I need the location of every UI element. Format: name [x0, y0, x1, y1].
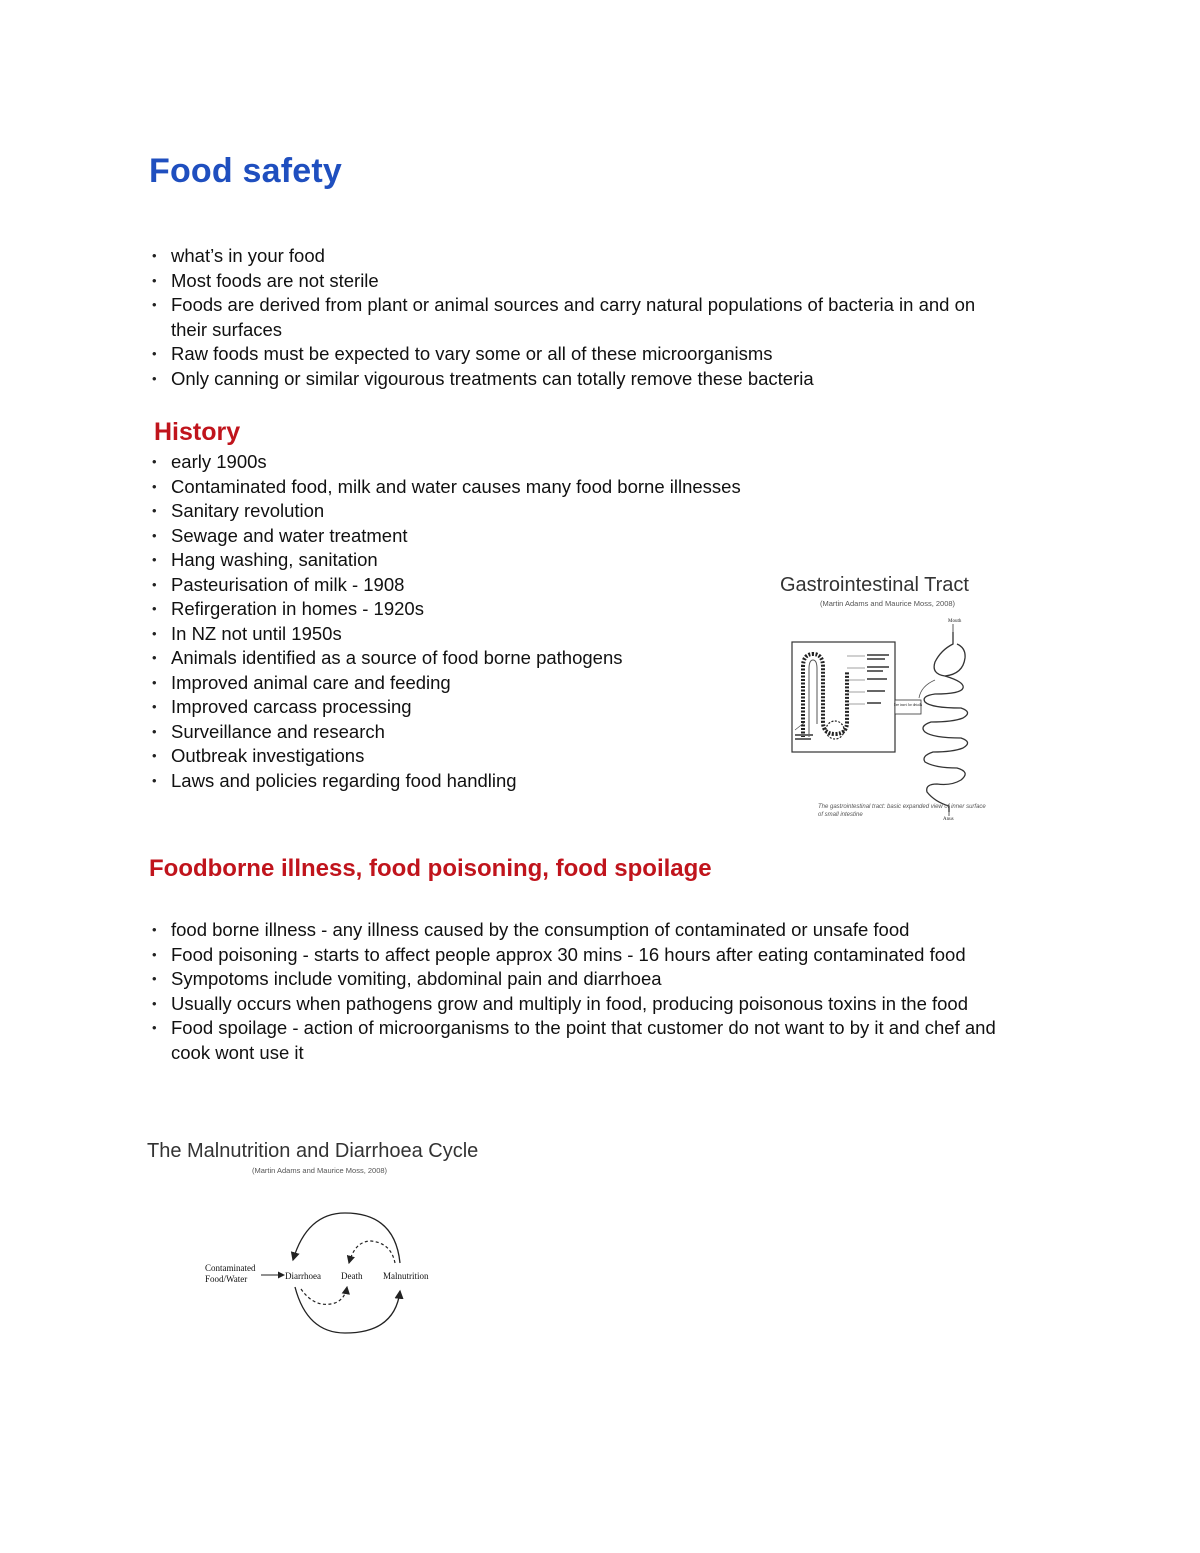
list-item: • Outbreak investigations — [149, 744, 749, 769]
gi-figure-caption: The gastrointestinal tract: basic expanded view of inner surface of small intestine — [818, 804, 986, 818]
illness-list — [149, 918, 1029, 1065]
node-death: Death — [341, 1271, 363, 1281]
intro-list — [149, 244, 1019, 391]
list-item: • Contaminated food, milk and water causes many food borne illnesses — [149, 475, 749, 500]
page-title: Food safety — [149, 152, 343, 190]
mouth-label: Mouth — [948, 619, 962, 624]
list-item: • Improved animal care and feeding — [149, 671, 749, 696]
illness-heading: Foodborne illness, food poisoning, food spoilage — [149, 855, 712, 882]
list-item: • Food spoilage - action of microorganisms to the point that customer do not want to by it and chef and cook wont use it — [149, 1016, 1031, 1065]
list-item: • Hang washing, sanitation — [149, 548, 749, 573]
list-item: • early 1900s — [149, 450, 749, 475]
malnutrition-cycle-diagram — [195, 1205, 445, 1340]
cycle-figure-title: The Malnutrition and Diarrhoea Cycle — [147, 1140, 479, 1162]
anus-label: Anus — [943, 817, 954, 820]
node-contaminated: Contaminated — [205, 1263, 256, 1273]
cycle-figure-credit: (Martin Adams and Maurice Moss, 2008) — [252, 1166, 388, 1175]
list-item: • Improved carcass processing — [149, 695, 749, 720]
gi-figure-title: Gastrointestinal Tract — [780, 574, 969, 596]
list-item: • In NZ not until 1950s — [149, 622, 749, 647]
list-item: • Sanitary revolution — [149, 499, 749, 524]
list-item: • Food poisoning - starts to affect people approx 30 mins - 16 hours after eating contaminated food — [149, 943, 1016, 968]
list-item: • Raw foods must be expected to vary some or all of these microorganisms — [149, 342, 1019, 367]
node-diarrhoea: Diarrhoea — [285, 1271, 321, 1281]
list-item: • Foods are derived from plant or animal sources and carry natural populations of bacteria in and on their surfaces — [149, 293, 1001, 342]
history-heading: History — [154, 418, 241, 446]
list-item: • Sewage and water treatment — [149, 524, 749, 549]
list-item: • what’s in your food — [149, 244, 1019, 269]
list-item: • Laws and policies regarding food handling — [149, 769, 749, 794]
list-item: • Only canning or similar vigourous treatments can totally remove these bacteria — [149, 367, 1019, 392]
list-item: • Pasteurisation of milk - 1908 — [149, 573, 749, 598]
list-item: • Sympotoms include vomiting, abdominal pain and diarrhoea — [149, 967, 1029, 992]
node-malnutrition: Malnutrition — [383, 1271, 429, 1281]
node-contaminated-line2: Food/Water — [205, 1274, 248, 1284]
gi-tract-diagram — [785, 612, 1000, 820]
see-inset-label: See inset for details — [893, 703, 923, 707]
list-item: • Refirgeration in homes - 1920s — [149, 597, 749, 622]
list-item: • Most foods are not sterile — [149, 269, 1019, 294]
list-item: • Surveillance and research — [149, 720, 749, 745]
gi-figure-credit: (Martin Adams and Maurice Moss, 2008) — [820, 599, 956, 608]
history-list — [149, 450, 749, 793]
list-item: • Usually occurs when pathogens grow and multiply in food, producing poisonous toxins in the food — [149, 992, 1031, 1017]
list-item: • Animals identified as a source of food borne pathogens — [149, 646, 749, 671]
list-item: • food borne illness - any illness caused by the consumption of contaminated or unsafe food — [149, 918, 1029, 943]
